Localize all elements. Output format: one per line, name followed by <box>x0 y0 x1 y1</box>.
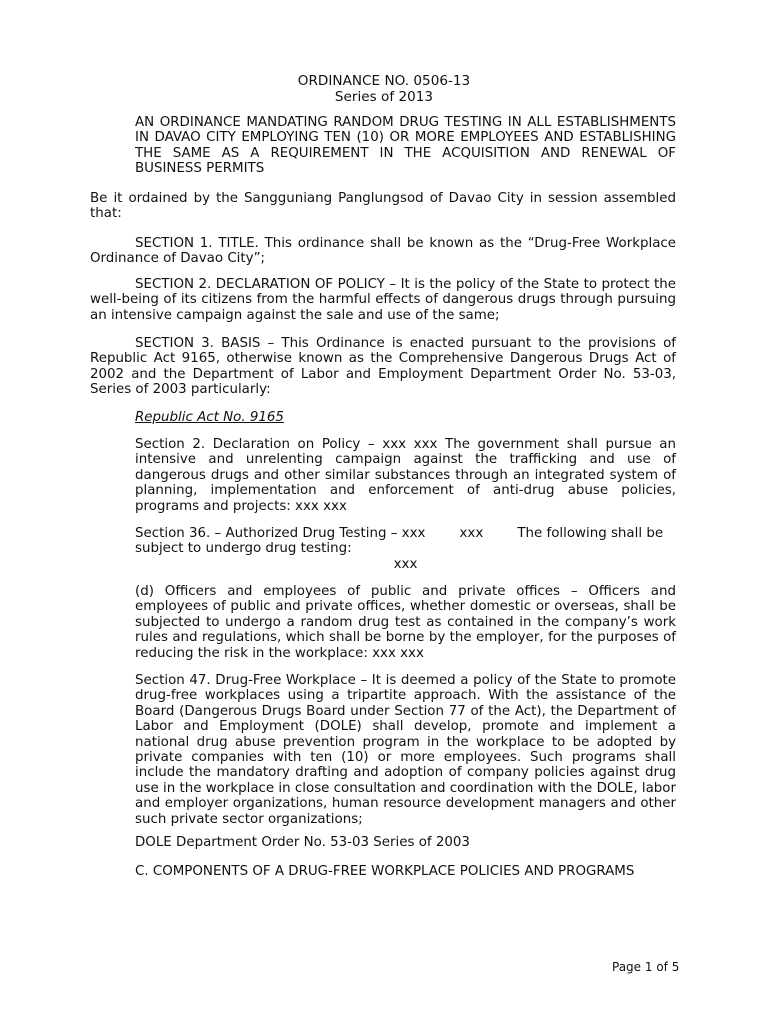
ordinance-series: Series of 2013 <box>334 89 434 105</box>
ra-section-47: Section 47. Drug-Free Workplace – It is deemed a policy of the State to promote drug-free workplaces using a tripartite approach. With the assistance of the Board (Dangerous Drugs Board under Section 77 of the Act), the Department of Labor and Employment (DOLE) shall develop, promote and implement a national drug abuse prevention program in the workplace to be adopted by private companies with ten (10) or more employees. Such programs shall include the mandatory drafting and adoption of company policies against drug use in the workplace in close consultation and coordination with the DOLE, labor and employer organizations, human resource development managers and other such private sector organizations; <box>135 673 676 827</box>
dole-order-heading: DOLE Department Order No. 53-03 Series of 2003 <box>135 835 470 850</box>
page-number: Page 1 of 5 <box>612 960 680 974</box>
ra-section-2: Section 2. Declaration on Policy – xxx xxx The government shall pursue an intensive and unrelenting campaign against the trafficking and use of dangerous drugs and other similar substances through an integrated system of planning, implementation and enforcement of anti-drug abuse policies, programs and projects: xxx xxx <box>135 437 676 514</box>
ra-section-36-d: (d) Officers and employees of public and private offices – Officers and employees of public and private offices, whether domestic or overseas, shall be subjected to undergo a random drug test as contained in the company’s work rules and regulations, which shall be borne by the employer, for the purposes of reducing the risk in the workplace: xxx xxx <box>135 584 676 661</box>
document-title <box>0 73 768 105</box>
dole-component-c: C. COMPONENTS OF A DRUG-FREE WORKPLACE POLICIES AND PROGRAMS <box>135 864 635 879</box>
ra-section-36-line1: Section 36. – Authorized Drug Testing – xxx xxx The following shall be <box>135 526 664 541</box>
ra-section-36 <box>135 526 676 572</box>
section-1-title: SECTION 1. TITLE. This ordinance shall be known as the “Drug-Free Workplace Ordinance of Davao City”; <box>90 236 676 267</box>
section-2-policy: SECTION 2. DECLARATION OF POLICY – It is the policy of the State to protect the well-being of its citizens from the harmful effects of dangerous drugs through pursuing an intensive campaign against the sale and use of the same; <box>90 277 676 323</box>
preamble: Be it ordained by the Sangguniang Panglungsod of Davao City in session assembled that: <box>90 191 676 222</box>
ra-section-36-xxx: xxx <box>393 556 418 572</box>
section-3-basis: SECTION 3. BASIS – This Ordinance is enacted pursuant to the provisions of Republic Act 9165, otherwise known as the Comprehensive Dangerous Drugs Act of 2002 and the Department of Labor and Employment Department Order No. 53-03, Series of 2003 particularly: <box>90 336 676 398</box>
ra-section-36-line2: subject to undergo drug testing: <box>135 541 352 557</box>
ra-9165-heading: Republic Act No. 9165 <box>135 410 284 425</box>
ordinance-number: ORDINANCE NO. 0506-13 <box>297 73 471 89</box>
ordinance-subject: AN ORDINANCE MANDATING RANDOM DRUG TESTING IN ALL ESTABLISHMENTS IN DAVAO CITY EMPLOYING TEN (10) OR MORE EMPLOYEES AND ESTABLISHING THE SAME AS A REQUIREMENT IN THE ACQUISITION AND RENEWAL OF BUSINESS PERMITS <box>135 115 676 177</box>
